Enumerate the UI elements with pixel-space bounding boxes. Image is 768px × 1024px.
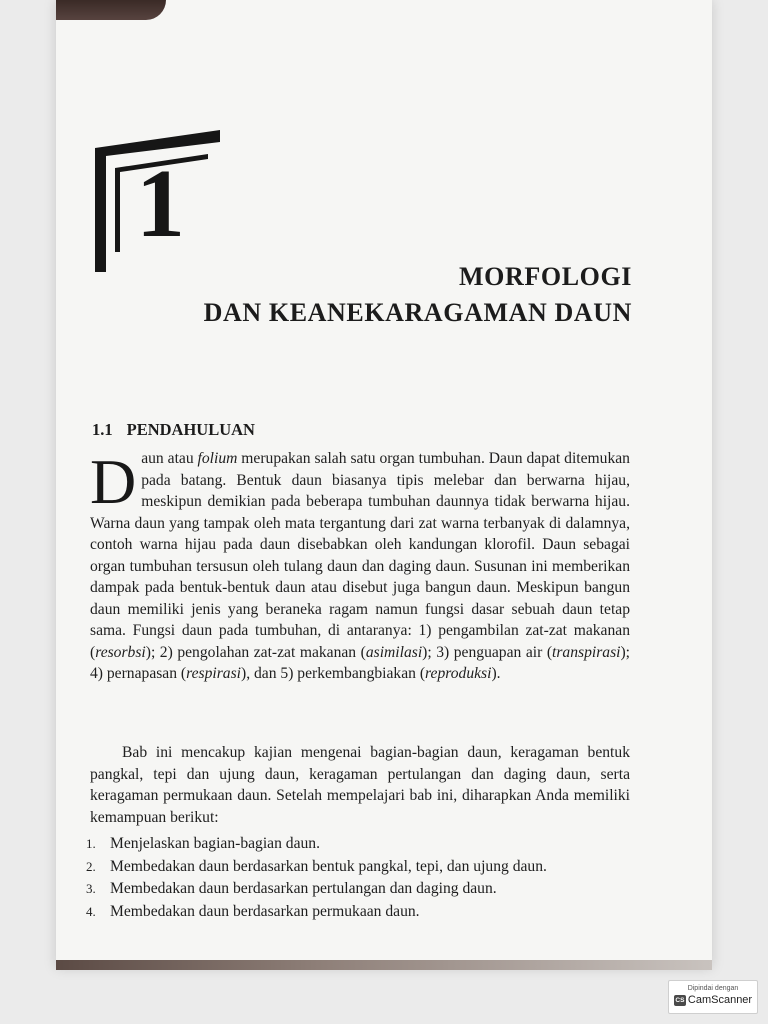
italic-term: asimilasi (365, 643, 423, 661)
objective-text: Membedakan daun berdasarkan permukaan daun. (110, 902, 420, 920)
objective-text: Membedakan daun berdasarkan pertulangan dan daging daun. (110, 880, 497, 897)
intro-paragraph (90, 448, 630, 685)
text-segment: merupakan salah satu organ tumbuhan. Daun dapat ditemukan pada batang. Bentuk daun biasanya tipis melebar dan berwarna hijau, meskipun demikian pada beberapa tumbuhan daunnya tidak berwarna hijau. Warna daun yang tampak oleh mata tergantung dari zat warna terbanyak di dalamnya, contoh warna hijau pada daun disebabkan oleh kandungan klorofil. Daun sebagai organ tumbuhan tersusun oleh tulang daun dan daging daun. Susunan ini memberikan dampak pada bentuk-bentuk daun atau disebut juga bangun daun. Meskipun bangun daun memiliki jenis yang beraneka ragam namun fungsi dasar sebuah daun tetap sama. Fungsi daun pada tumbuhan, di antaranya: 1) pengambilan zat-zat makanan ( (90, 450, 630, 661)
objective-number: 3. (86, 881, 96, 896)
objective-number: 1. (86, 836, 96, 851)
italic-term: respirasi (186, 665, 241, 682)
objective-text: Menjelaskan bagian-bagian daun. (110, 835, 321, 852)
objective-item (86, 901, 646, 924)
intro-paragraph-text (90, 446, 631, 682)
drop-cap: D (90, 446, 137, 517)
text-segment: ); 4) pernapasan ( (90, 643, 631, 682)
chapter-title-line-2: DAN KEANEKARAGAMAN DAUN (203, 298, 632, 327)
section-heading (92, 420, 255, 440)
objective-item (86, 856, 646, 879)
scan-bottom-edge-shadow (56, 960, 712, 970)
italic-term: transpirasi (552, 643, 621, 661)
objectives-list (86, 833, 646, 923)
objective-item (86, 878, 646, 901)
text-segment: ); 3) penguapan air ( (422, 643, 553, 661)
objective-number: 4. (86, 903, 96, 919)
italic-term: reproduksi (425, 665, 492, 682)
watermark-caption: Dipindai dengan (687, 985, 739, 992)
watermark-brand (669, 993, 757, 1007)
scan-top-edge-shadow (56, 0, 166, 20)
text-segment: ); 2) pengolahan zat-zat makanan ( (145, 643, 366, 661)
text-segment: ). (491, 665, 501, 682)
chapter-title-line-1: MORFOLOGI (459, 262, 632, 291)
italic-term: resorbsi (95, 643, 146, 661)
italic-term: folium (197, 450, 238, 467)
scope-paragraph: Bab ini mencakup kajian mengenai bagian-bagian daun, keragaman bentuk pangkal, tepi dan ujung daun, keragaman pertulangan dan daging daun, serta keragaman permukaan daun. Setelah mempelajari bab ini, diharapkan Anda memiliki kemampuan berikut: (90, 744, 630, 826)
camscanner-logo-icon: CS (675, 997, 685, 1004)
watermark-brand-name: CamScanner (687, 994, 753, 1006)
objective-number: 2. (86, 858, 96, 874)
objective-item (86, 833, 646, 856)
section-number: 1.1 (92, 420, 113, 439)
text-segment: aun atau (141, 450, 198, 467)
chapter-number: 1 (136, 150, 185, 258)
text-segment: ), dan 5) perkembangbiakan ( (241, 665, 426, 682)
section-title: PENDAHULUAN (126, 420, 255, 439)
objective-text: Membedakan daun berdasarkan bentuk pangkal, tepi, dan ujung daun. (110, 857, 547, 875)
camscanner-watermark (668, 980, 758, 1014)
